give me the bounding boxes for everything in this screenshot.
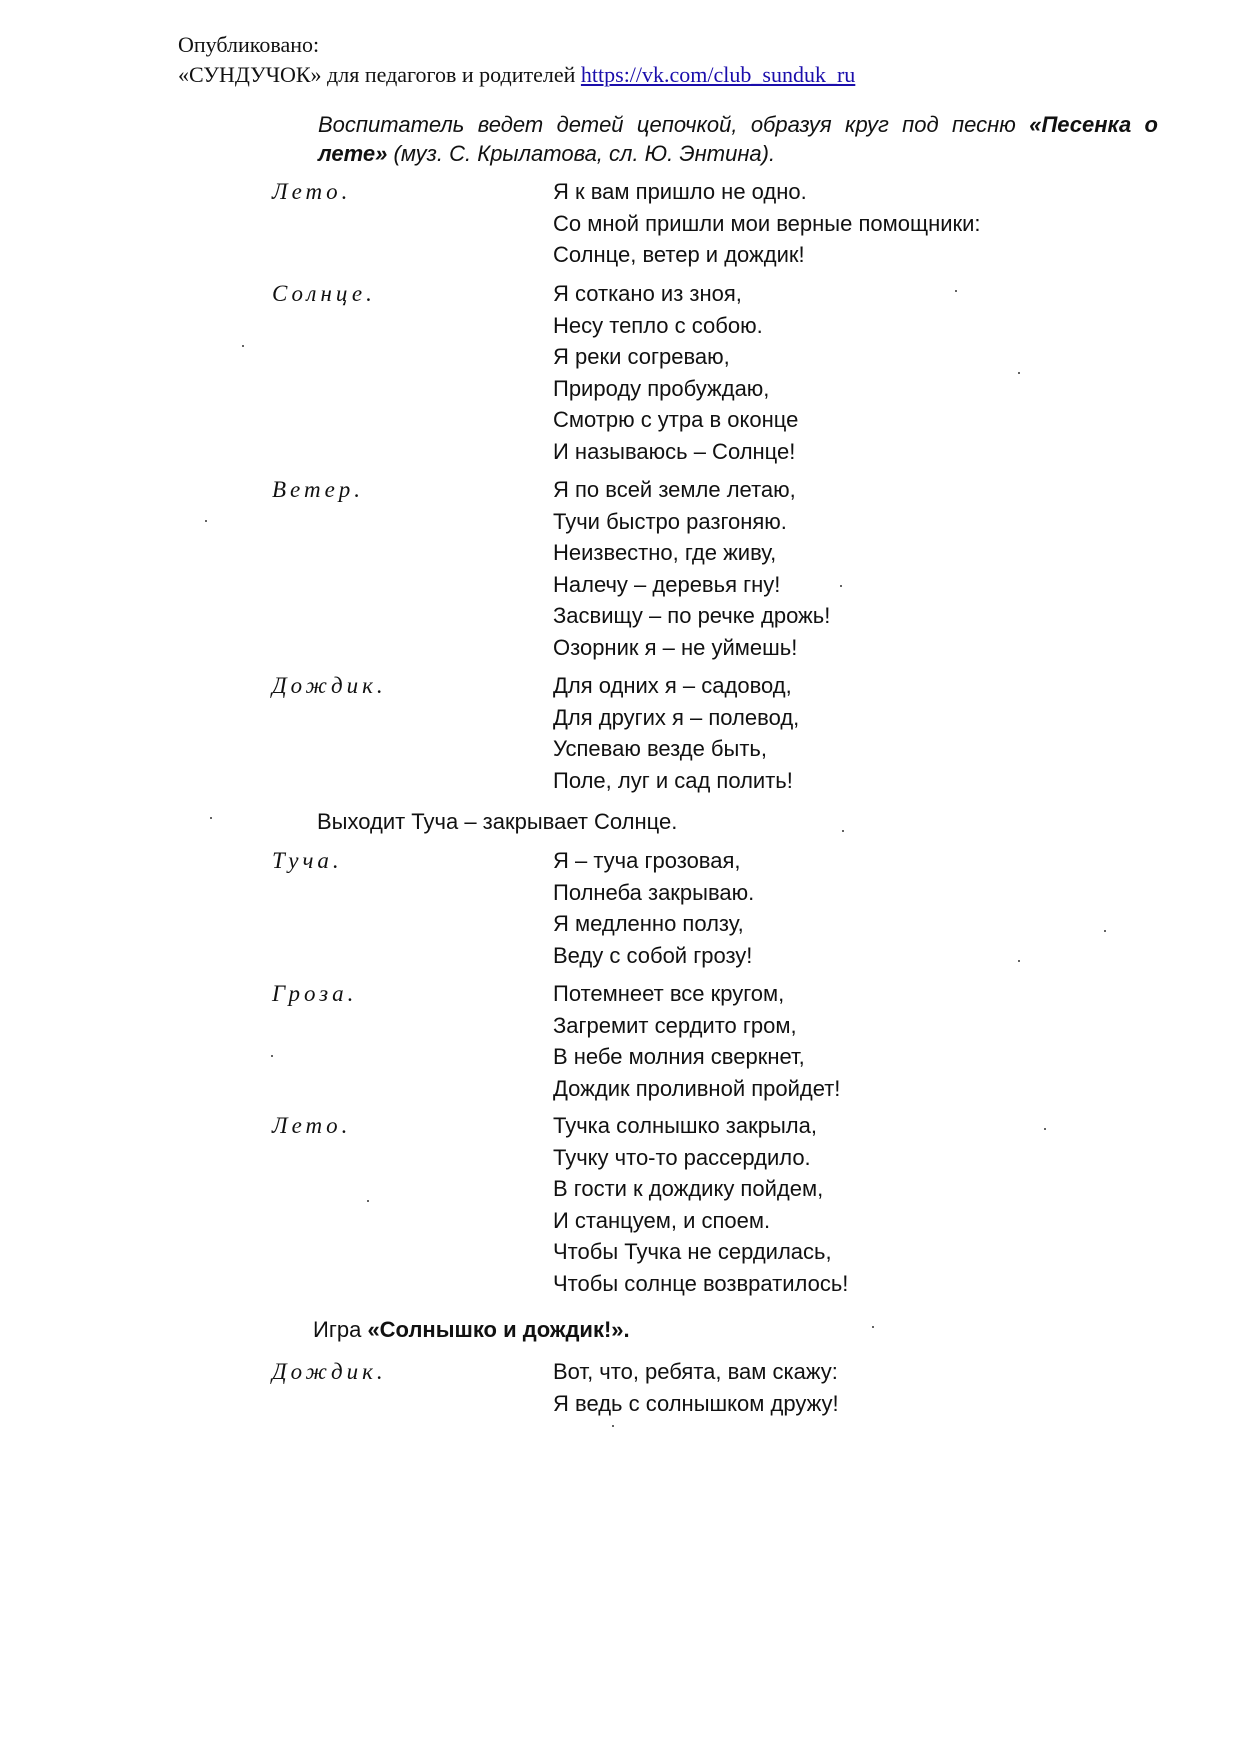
source-line [178, 60, 855, 90]
publication-header [178, 30, 855, 90]
scan-speck [210, 817, 212, 819]
verse-line: Со мной пришли мои верные помощники: [553, 210, 981, 236]
verse-line: Загремит сердито гром, [553, 1012, 797, 1038]
verse-line: Я реки согреваю, [553, 344, 730, 369]
verse-line: Налечу – деревья гну! [553, 571, 781, 597]
scan-speck [842, 830, 844, 832]
intro-credits: (муз. С. Крылатова, сл. Ю. Энтина). [393, 141, 776, 166]
verse-line: Неизвестно, где живу, [553, 540, 777, 565]
verse-block [553, 176, 981, 271]
verse-line: В небе молния сверкнет, [553, 1044, 805, 1069]
verse-line: Я медленно ползу, [553, 911, 744, 936]
game-title: «Солнышко и дождик!». [367, 1317, 630, 1342]
verse-line: Солнце, ветер и дождик! [553, 242, 805, 267]
scan-speck [1018, 372, 1020, 374]
verse-line: Потемнеет все кругом, [553, 981, 785, 1006]
speaker-name: Дождик. [272, 673, 387, 698]
verse-line: Чтобы солнце возвратилось! [553, 1270, 849, 1296]
verse-line: Вот, что, ребята, вам скажу: [553, 1359, 838, 1384]
verse-block [553, 978, 840, 1104]
source-link[interactable]: https://vk.com/club_sunduk_ru [580, 62, 856, 87]
game-prefix: Игра [313, 1317, 362, 1342]
source-prefix: «СУНДУЧОК» для педагогов и родителей [178, 62, 576, 87]
scan-speck [367, 1200, 369, 1202]
verse-line: Я – туча грозовая, [553, 848, 741, 873]
game-direction [313, 1315, 630, 1344]
speaker-name: Туча. [272, 848, 343, 873]
intro-direction [318, 110, 1158, 168]
verse-line: Тучи быстро разгоняю. [553, 508, 787, 534]
scan-speck [1018, 960, 1020, 962]
verse-line: Несу тепло с собою. [553, 312, 763, 338]
speaker-name: Дождик. [272, 1359, 387, 1384]
verse-line: Тучку что-то рассердило. [553, 1144, 811, 1170]
verse-line: Я ведь с солнышком дружу! [553, 1390, 839, 1416]
scan-speck [242, 345, 244, 347]
scan-speck [205, 520, 207, 522]
verse-block [553, 845, 754, 971]
song-title: «Песенка о лете» [318, 112, 1158, 166]
verse-block [553, 278, 798, 467]
verse-line: Я соткано из зноя, [553, 281, 742, 306]
verse-block [553, 1356, 839, 1419]
verse-line: Я по всей земле летаю, [553, 477, 796, 502]
scan-speck [840, 585, 842, 587]
scan-speck [612, 1425, 614, 1427]
verse-line: Поле, луг и сад полить! [553, 767, 793, 793]
verse-line: Засвищу – по речке дрожь! [553, 603, 831, 628]
speaker-name: Гроза. [272, 981, 358, 1006]
scan-speck [1104, 930, 1106, 932]
verse-line: Чтобы Тучка не сердилась, [553, 1239, 832, 1264]
stage-direction: Выходит Туча – закрывает Солнце. [317, 809, 678, 834]
intro-text: Воспитатель ведет детей цепочкой, образуя круг под песню [318, 112, 1016, 137]
verse-block [553, 474, 830, 663]
scan-speck [1044, 1128, 1046, 1130]
verse-line: В гости к дождику пойдем, [553, 1176, 824, 1201]
speaker-name: Солнце. [272, 281, 376, 306]
verse-line: Веду с собой грозу! [553, 942, 753, 968]
verse-line: Для одних я – садовод, [553, 673, 792, 698]
verse-block [553, 1110, 848, 1299]
verse-line: Полнеба закрываю. [553, 879, 755, 905]
verse-line: Природу пробуждаю, [553, 375, 770, 401]
speaker-name: Лето. [272, 1113, 352, 1138]
speaker-name: Лето. [272, 179, 352, 204]
verse-block [553, 670, 799, 796]
verse-line: Дождик проливной пройдет! [553, 1075, 841, 1101]
scan-speck [955, 290, 957, 292]
published-label: Опубликовано: [178, 32, 320, 57]
scan-speck [271, 1055, 273, 1057]
verse-line: Я к вам пришло не одно. [553, 179, 807, 204]
verse-line: Смотрю с утра в оконце [553, 407, 799, 432]
verse-line: И станцуем, и споем. [553, 1207, 771, 1233]
verse-line: Для других я – полевод, [553, 704, 800, 730]
verse-line: Тучка солнышко закрыла, [553, 1113, 817, 1138]
speaker-name: Ветер. [272, 477, 365, 502]
scan-speck [872, 1326, 874, 1328]
verse-line: И называюсь – Солнце! [553, 438, 796, 464]
verse-line: Озорник я – не уймешь! [553, 634, 798, 660]
verse-line: Успеваю везде быть, [553, 736, 767, 761]
